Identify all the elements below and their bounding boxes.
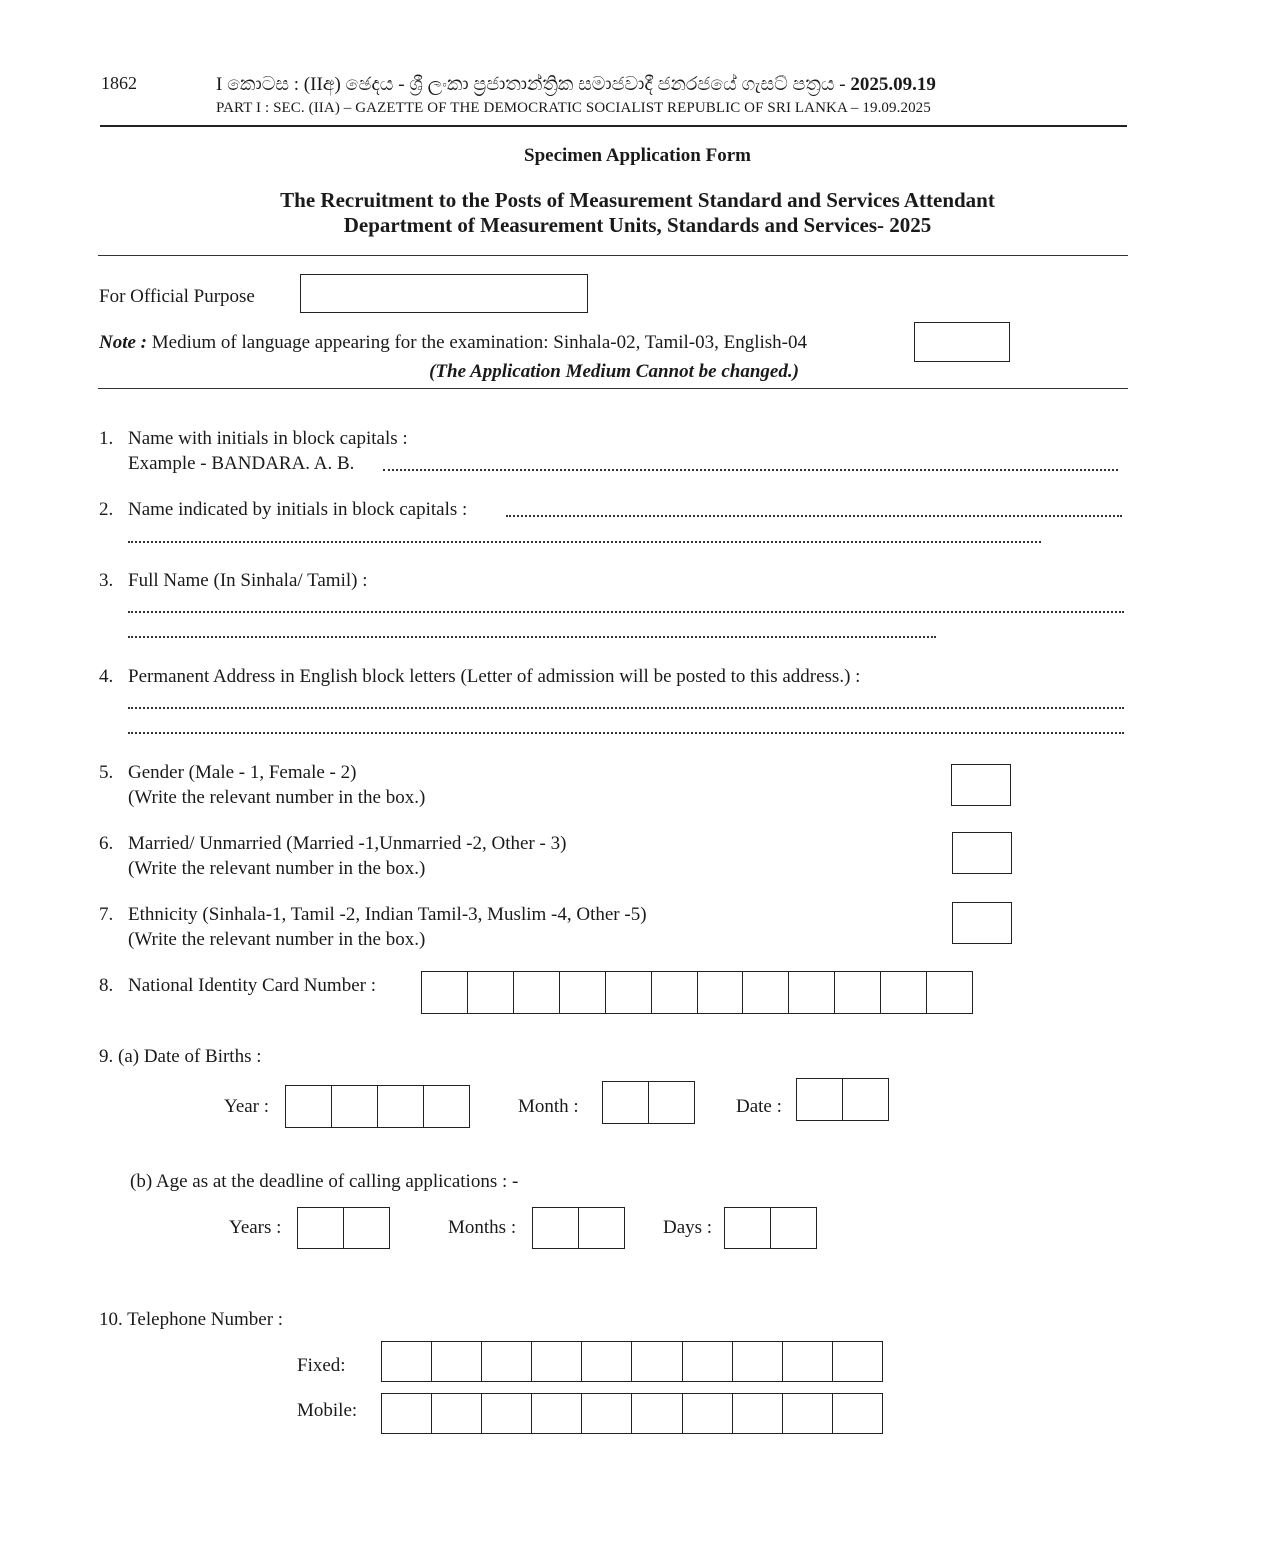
days-cell[interactable] [771,1208,816,1248]
sinhala-title: I කොටස : (IIඅ) ඡෙදය - ශ්‍රී ලංකා ප්‍රජාතාන්ත්‍රික සමාජවාදී ජනරජයේ ගැසට් පත්‍රය - [216,74,851,95]
fixed-cell[interactable] [733,1342,783,1381]
field-2-line-1[interactable] [506,515,1122,517]
gazette-header-english: PART I : SEC. (IIA) – GAZETTE OF THE DEMOCRATIC SOCIALIST REPUBLIC OF SRI LANKA – 19.09.2025 [216,100,931,116]
form-title-line2: Department of Measurement Units, Standards and Services- 2025 [343,213,932,237]
mobile-cell[interactable] [783,1394,833,1433]
fixed-cell[interactable] [482,1342,532,1381]
official-purpose-box[interactable] [300,274,588,313]
nic-cell[interactable] [514,972,560,1013]
field-2-number: 2. [99,499,114,520]
field-6-hint: (Write the relevant number in the box.) [128,858,426,879]
note-sub: (The Application Medium Cannot be changed.) [429,361,799,382]
marital-status-box[interactable] [952,832,1012,874]
mobile-label: Mobile: [297,1400,358,1421]
age-years-grid[interactable] [297,1207,390,1249]
fixed-cell[interactable] [532,1342,582,1381]
field-4-number: 4. [99,666,114,687]
year-cell[interactable] [286,1086,332,1127]
fixed-label: Fixed: [297,1355,346,1376]
fixed-cell[interactable] [382,1342,432,1381]
nic-cell[interactable] [698,972,744,1013]
fixed-cell[interactable] [783,1342,833,1381]
note-label: Note : [99,332,148,353]
fixed-cell[interactable] [683,1342,733,1381]
field-1-example: Example - BANDARA. A. B. [128,453,355,474]
year-cell[interactable] [378,1086,424,1127]
field-9a-label: 9. (a) Date of Births : [99,1046,262,1067]
mobile-cell[interactable] [582,1394,632,1433]
mobile-cell[interactable] [733,1394,783,1433]
field-3-line-2[interactable] [128,636,936,638]
field-10-label: 10. Telephone Number : [99,1309,284,1330]
birth-year-grid[interactable] [285,1085,470,1128]
mobile-cell[interactable] [382,1394,432,1433]
field-7-hint: (Write the relevant number in the box.) [128,929,426,950]
field-1-number: 1. [99,428,114,449]
field-6-label: Married/ Unmarried (Married -1,Unmarried -2, Other - 3) [128,833,567,854]
nic-cell[interactable] [468,972,514,1013]
nic-cell[interactable] [606,972,652,1013]
years-cell[interactable] [298,1208,344,1248]
fixed-cell[interactable] [582,1342,632,1381]
fixed-phone-grid[interactable] [381,1341,883,1382]
field-1-label: Name with initials in block capitals : [128,428,408,449]
field-9b-label: (b) Age as at the deadline of calling applications : - [130,1171,519,1192]
month-label: Month : [518,1096,579,1117]
field-7-label: Ethnicity (Sinhala-1, Tamil -2, Indian Tamil-3, Muslim -4, Other -5) [128,904,647,925]
year-cell[interactable] [332,1086,378,1127]
gazette-header-sinhala [216,74,1046,96]
ethnicity-box[interactable] [952,902,1012,944]
specimen-title: Specimen Application Form [524,145,751,166]
mobile-cell[interactable] [482,1394,532,1433]
field-4-line-2[interactable] [128,732,1124,734]
days-label: Days : [663,1217,713,1238]
month-cell[interactable] [649,1082,694,1123]
nic-input-grid[interactable] [421,971,973,1014]
months-cell[interactable] [579,1208,624,1248]
date-cell[interactable] [797,1079,843,1120]
age-days-grid[interactable] [724,1207,817,1249]
field-4-label: Permanent Address in English block letters (Letter of admission will be posted to this address.) : [128,666,861,687]
mobile-phone-grid[interactable] [381,1393,883,1434]
field-5-number: 5. [99,762,114,783]
nic-cell[interactable] [422,972,468,1013]
mobile-cell[interactable] [432,1394,482,1433]
mobile-cell[interactable] [632,1394,682,1433]
nic-cell[interactable] [927,972,972,1013]
field-5-hint: (Write the relevant number in the box.) [128,787,426,808]
years-label: Years : [229,1217,282,1238]
days-cell[interactable] [725,1208,771,1248]
note-text: Medium of language appearing for the examination: Sinhala-02, Tamil-03, English-04 [147,332,808,353]
fixed-cell[interactable] [632,1342,682,1381]
months-cell[interactable] [533,1208,579,1248]
field-7-number: 7. [99,904,114,925]
field-1-line[interactable] [383,469,1118,471]
field-2-line-2[interactable] [128,541,1041,543]
field-8-number: 8. [99,975,114,996]
nic-cell[interactable] [652,972,698,1013]
birth-month-grid[interactable] [602,1081,695,1124]
year-cell[interactable] [424,1086,469,1127]
mobile-cell[interactable] [532,1394,582,1433]
years-cell[interactable] [344,1208,389,1248]
months-label: Months : [448,1217,517,1238]
nic-cell[interactable] [560,972,606,1013]
title-rule [98,255,1128,256]
field-8-label: National Identity Card Number : [128,975,376,996]
header-rule [100,125,1127,127]
field-6-number: 6. [99,833,114,854]
page-number: 1862 [101,73,137,93]
note [99,332,807,354]
note-rule [98,388,1128,389]
age-months-grid[interactable] [532,1207,625,1249]
month-cell[interactable] [603,1082,649,1123]
sinhala-date: 2025.09.19 [850,74,936,95]
gender-box[interactable] [951,764,1011,806]
medium-box[interactable] [914,322,1010,362]
fixed-cell[interactable] [432,1342,482,1381]
nic-cell[interactable] [835,972,881,1013]
field-5-label: Gender (Male - 1, Female - 2) [128,762,357,783]
form-title-line1: The Recruitment to the Posts of Measurement Standard and Services Attendant [280,188,995,212]
date-label: Date : [736,1096,782,1117]
nic-cell[interactable] [881,972,927,1013]
birth-date-grid[interactable] [796,1078,889,1121]
field-3-label: Full Name (In Sinhala/ Tamil) : [128,570,368,591]
year-label: Year : [224,1096,270,1117]
official-purpose-label: For Official Purpose [99,286,255,307]
mobile-cell[interactable] [683,1394,733,1433]
field-3-line-1[interactable] [128,611,1124,613]
field-3-number: 3. [99,570,114,591]
nic-cell[interactable] [743,972,789,1013]
field-4-line-1[interactable] [128,707,1124,709]
date-cell[interactable] [843,1079,888,1120]
field-2-label: Name indicated by initials in block capitals : [128,499,468,520]
fixed-cell[interactable] [833,1342,882,1381]
mobile-cell[interactable] [833,1394,882,1433]
nic-cell[interactable] [789,972,835,1013]
